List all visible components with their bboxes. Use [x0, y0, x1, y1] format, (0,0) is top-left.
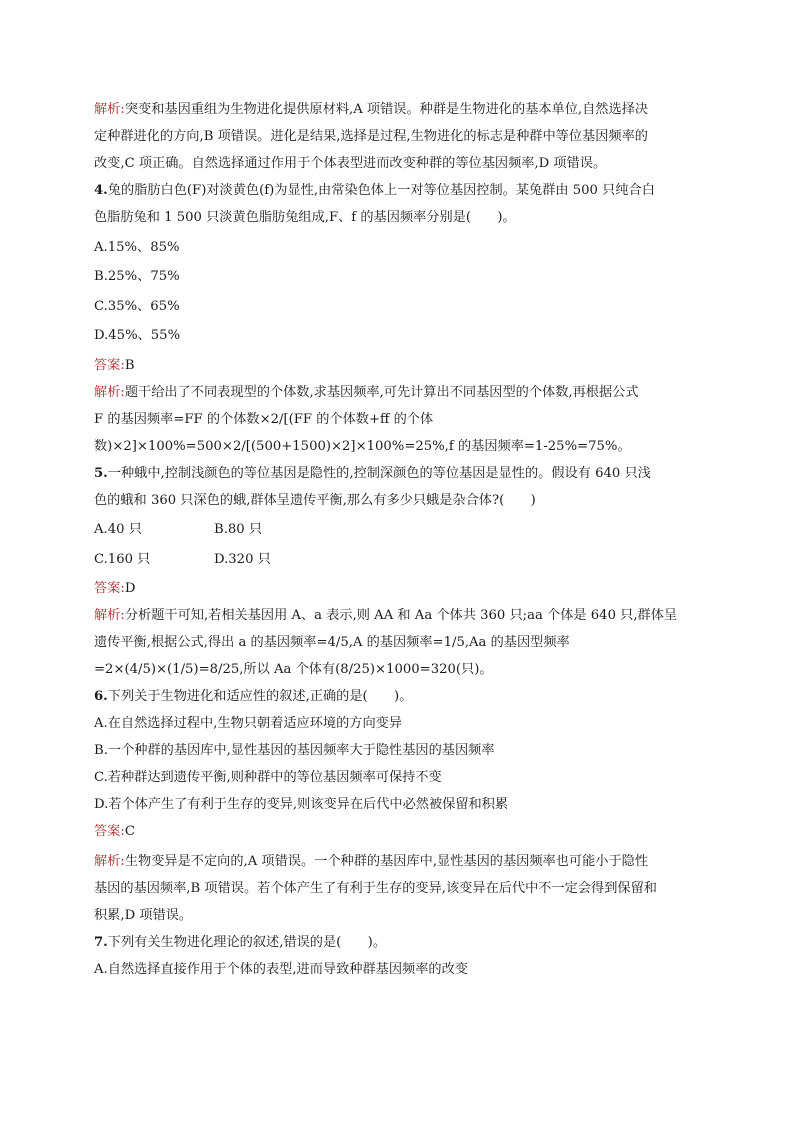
option-c: C.若种群达到遗传平衡,则种群中的等位基因频率可保持不变 [94, 770, 442, 785]
question-text: 一种蛾中,控制浅颜色的等位基因是隐性的,控制深颜色的等位基因是显性的。假设有 640 只浅 [107, 465, 651, 481]
document-page [94, 96, 708, 983]
analysis-line: 定种群进化的方向,B 项错误。进化是结果,选择是过程,生物进化的标志是种群中等位基因频率的 [94, 129, 648, 144]
option-a: A.自然选择直接作用于个体的表型,进而导致种群基因频率的改变 [94, 961, 468, 977]
option-d: D.45%、55% [94, 328, 181, 343]
question-number: 6. [94, 689, 108, 704]
option-b: B.25%、75% [94, 269, 180, 284]
answer-value: C [124, 824, 135, 839]
option-a: A.在自然选择过程中,生物只朝着适应环境的方向变异 [94, 716, 403, 731]
question-5-line [94, 460, 708, 487]
option-a: A.15%、85% [94, 239, 180, 255]
analysis-line: 遗传平衡,根据公式,得出 a 的基因频率=4/5,A 的基因频率=1/5,Aa 的基因型频率 [94, 635, 570, 650]
question-4-line: 色脂肪兔和 1 500 只淡黄色脂肪兔组成,F、f 的基因频率分别是( )。 [94, 210, 516, 225]
analysis-line: F 的基因频率=FF 的个体数×2/[(FF 的个体数+ff 的个体 [94, 411, 434, 427]
option-b: B.80 只 [214, 522, 263, 537]
analysis-label: 解析: [94, 853, 125, 869]
analysis-line: =2×(4/5)×(1/5)=8/25,所以 Aa 个体有(8/25)×1000=320(只)。 [94, 662, 493, 677]
answer-line [94, 575, 708, 602]
analysis-line: 积累,D 项错误。 [94, 907, 193, 923]
analysis-line: 基因的基因频率,B 项错误。若个体产生了有利于生存的变异,该变异在后代中不一定会得到保留和 [94, 880, 657, 896]
analysis-text: 题干给出了不同表现型的个体数,求基因频率,可先计算出不同基因型的个体数,再根据公式 [124, 384, 639, 400]
analysis-line [94, 602, 708, 629]
question-number: 4. [94, 183, 108, 198]
question-7-line [94, 929, 708, 956]
analysis-label: 解析: [94, 384, 125, 400]
option-b: B.一个种群的基因库中,显性基因的基因频率大于隐性基因的基因频率 [94, 743, 495, 758]
options-row [94, 546, 708, 573]
analysis-text: 突变和基因重组为生物进化提供原材料,A 项错误。种群是生物进化的基本单位,自然选择决 [124, 102, 649, 117]
question-text: 兔的脂肪白色(F)对淡黄色(f)为显性,由常染色体上一对等位基因控制。某兔群由 500 只纯合白 [107, 183, 655, 198]
answer-line [94, 352, 708, 379]
analysis-text: 生物变异是不定向的,A 项错误。一个种群的基因库中,显性基因的基因频率也可能小于隐性 [124, 853, 649, 869]
answer-label: 答案: [94, 824, 125, 839]
option-c: C.160 只 [94, 551, 151, 567]
answer-label: 答案: [94, 357, 125, 373]
option-d: D.若个体产生了有利于生存的变异,则该变异在后代中必然被保留和积累 [94, 797, 509, 812]
options-row [94, 516, 708, 543]
analysis-text: 分析题干可知,若相关基因用 A、a 表示,则 AA 和 Aa 个体共 360 只;aa 个体是 640 只,群体呈 [124, 608, 678, 623]
question-number: 7. [94, 934, 108, 950]
answer-value: B [124, 357, 135, 373]
analysis-line: 数)×2]×100%=500×2/[(500+1500)×2]×100%=25%,f 的基因频率=1-25%=75%。 [94, 438, 631, 454]
question-number: 5. [94, 465, 108, 481]
analysis-label: 解析: [94, 102, 125, 117]
option-a: A.40 只 [94, 522, 142, 537]
option-d: D.320 只 [214, 551, 271, 567]
question-text: 下列关于生物进化和适应性的叙述,正确的是( )。 [107, 689, 413, 704]
analysis-line [94, 379, 708, 406]
analysis-line [94, 96, 708, 123]
analysis-line [94, 848, 708, 875]
question-6-line [94, 683, 708, 710]
question-4-line [94, 177, 708, 204]
question-5-line: 色的蛾和 360 只深色的蛾,群体呈遗传平衡,那么有多少只蛾是杂合体?( ) [94, 492, 536, 508]
analysis-line: 改变,C 项正确。自然选择通过作用于个体表型进而改变种群的等位基因频率,D 项错误。 [94, 156, 607, 171]
option-c: C.35%、65% [94, 298, 180, 314]
answer-label: 答案: [94, 581, 125, 596]
answer-value: D [124, 581, 136, 596]
answer-line [94, 818, 708, 845]
analysis-label: 解析: [94, 608, 125, 623]
question-text: 下列有关生物进化理论的叙述,错误的是( )。 [107, 934, 387, 950]
